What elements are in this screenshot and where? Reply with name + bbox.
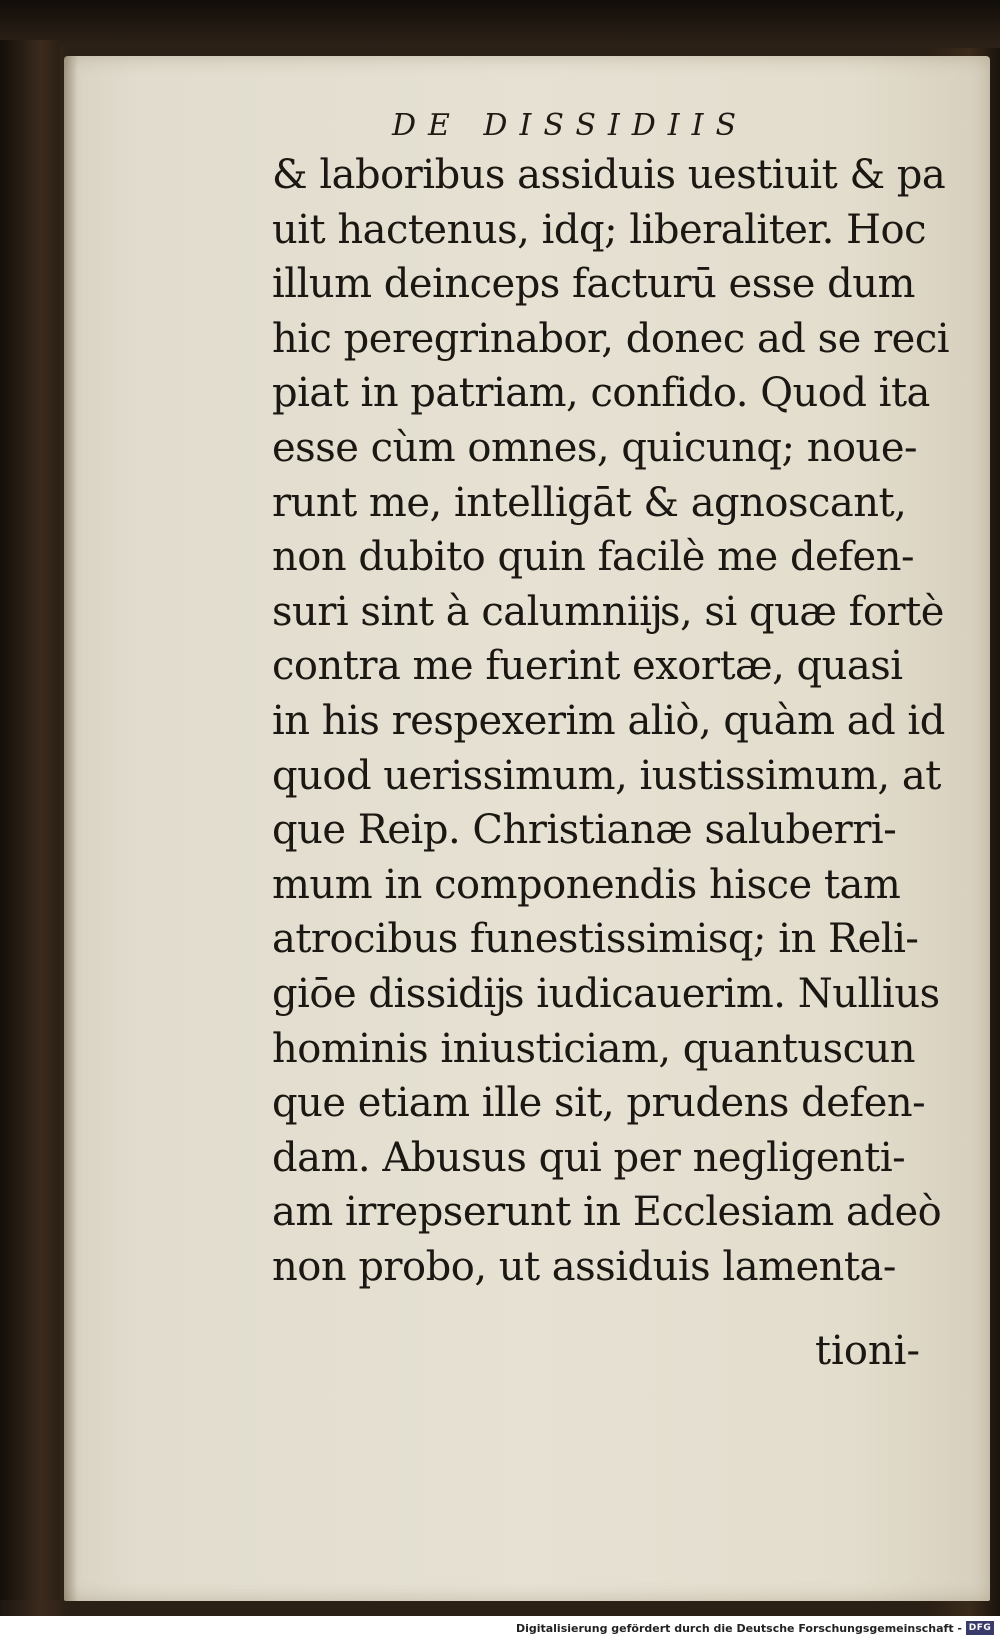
text-line: esse cùm omnes, quicunq; noue- xyxy=(272,424,917,471)
text-line: contra me fuerint exortæ, quasi xyxy=(272,643,903,690)
text-line: suri sint à calumniĳs, si quæ fortè xyxy=(272,588,944,635)
funding-credit: Digitalisierung gefördert durch die Deutsche Forschungsgemeinschaft - xyxy=(515,1622,962,1635)
text-line: que etiam ille sit, prudens defen- xyxy=(272,1080,926,1127)
text-line: in his respexerim aliò, quàm ad id xyxy=(272,697,945,744)
text-line: runt me, intelligāt & agnoscant, xyxy=(272,479,907,526)
text-line: non probo, ut assiduis lamenta- xyxy=(272,1243,896,1290)
digitization-footer xyxy=(0,1616,1000,1638)
text-line: & laboribus assiduis uestiuit & pa xyxy=(272,152,946,198)
text-line: dam. Abusus qui per negligenti- xyxy=(272,1134,906,1181)
dfg-logo: DFG xyxy=(966,1621,994,1635)
text-line: atrocibus funestissimisq; in Reli- xyxy=(272,916,919,963)
text-line: uit hactenus, idq; liberaliter. Hoc xyxy=(272,206,926,253)
text-line: que Reip. Christianæ saluberri- xyxy=(272,807,897,854)
body-text xyxy=(272,148,962,1294)
text-line: hominis iniusticiam, quantuscun xyxy=(272,1025,916,1072)
text-line: piat in patriam, confido. Quod ita xyxy=(272,370,930,417)
text-line: hic peregrinabor, donec ad se reci xyxy=(272,315,950,362)
catchword: tioni- xyxy=(814,1328,920,1374)
text-line: am irrepserunt in Ecclesiam adeò xyxy=(272,1189,942,1236)
book-top-edge xyxy=(0,0,1000,48)
text-line: illum deinceps facturū esse dum xyxy=(272,261,915,308)
text-line: non dubito quin facilè me defen- xyxy=(272,534,914,581)
text-line: mum in componendis hisce tam xyxy=(272,861,901,908)
book-spine xyxy=(0,40,60,1600)
page-gutter-shadow xyxy=(64,56,78,1601)
text-line: quod uerissimum, iustissimum, at xyxy=(272,752,941,799)
running-head: DE DISSIDIIS xyxy=(391,108,749,143)
text-line: giōe dissidĳs iudicauerim. Nullius xyxy=(272,970,940,1017)
